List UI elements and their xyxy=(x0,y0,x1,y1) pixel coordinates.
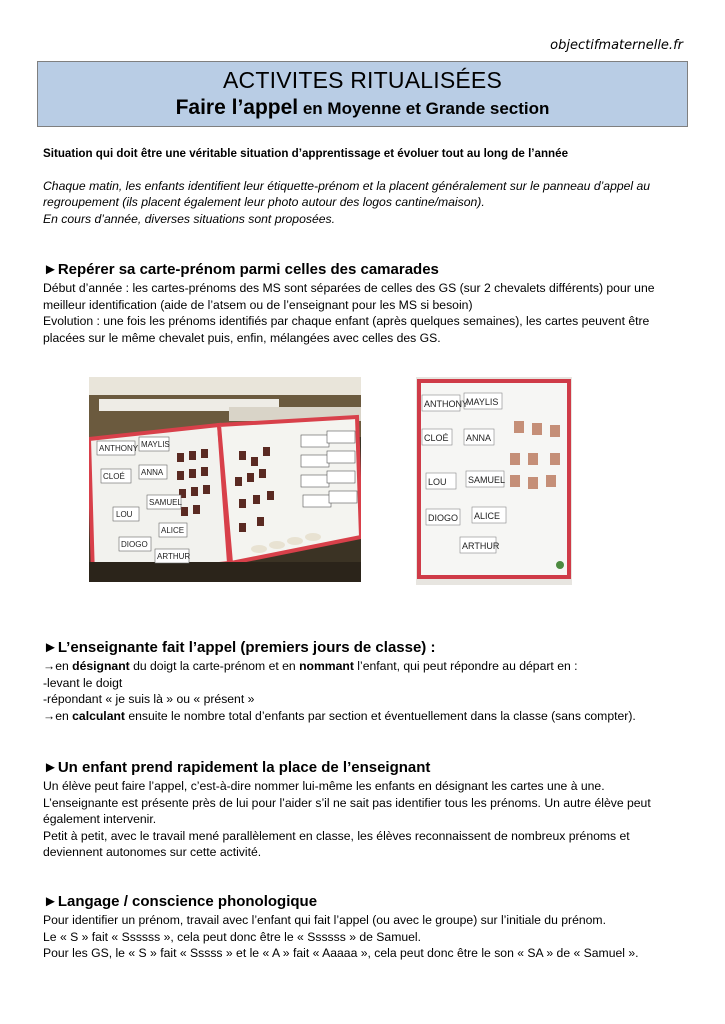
right-card: SAMUEL xyxy=(468,475,506,485)
left-card: MAYLIS xyxy=(141,440,170,449)
right-card: LOU xyxy=(428,477,447,487)
right-card: CLOÉ xyxy=(424,433,449,443)
left-card: LOU xyxy=(116,510,133,519)
left-card: ALICE xyxy=(161,526,185,535)
left-card: SAMUEL xyxy=(149,498,182,507)
section-1 xyxy=(43,261,688,346)
right-card: MAYLIS xyxy=(466,397,499,407)
intro-italic-3: En cours d’année, diverses situations sont proposées. xyxy=(43,211,335,226)
emphasis: nommant xyxy=(299,659,354,673)
right-card: ALICE xyxy=(474,511,501,521)
section-4 xyxy=(43,893,688,962)
section-2-line: -répondant « je suis là » ou « présent » xyxy=(43,692,255,706)
section-2-line xyxy=(43,708,688,725)
page-subtitle xyxy=(38,96,687,120)
section-2-heading: ►L’enseignante fait l’appel (premiers jours de classe) : xyxy=(43,639,436,656)
emphasis: calculant xyxy=(72,708,125,723)
classroom-board-photo xyxy=(89,377,361,582)
section-2-line xyxy=(43,658,688,675)
arrow-text: →en xyxy=(43,708,73,723)
text: l’enfant, qui peut répondre au départ en : xyxy=(353,659,578,673)
text: ensuite le nombre total d’enfants par section et éventuellement dans la classe (sans compter). xyxy=(124,708,636,723)
page-title: ACTIVITES RITUALISÉES xyxy=(223,67,502,93)
text: du doigt la carte-prénom et en xyxy=(129,659,300,673)
section-3-line: Petit à petit, avec le travail mené parallèlement en classe, les élèves reconnaissent de nombreux prénoms et xyxy=(43,828,630,843)
name-board-photo xyxy=(416,377,572,585)
section-3-line: Un élève peut faire l’appel, c’est-à-dire nommer lui-même les enfants en désignant les cartes une à une. xyxy=(43,779,605,793)
intro-italic-1: Chaque matin, les enfants identifient leur étiquette-prénom et la placent généralement sur le panneau d’appel au xyxy=(43,178,651,193)
section-1-line: meilleur identification (aide de l’atsem ou de l’enseignant pour les MS si besoin) xyxy=(43,297,473,312)
section-3-heading: ►Un enfant prend rapidement la place de l’enseignant xyxy=(43,759,431,776)
subtitle-main: Faire l’appel xyxy=(175,96,299,119)
section-1-heading: ►Repérer sa carte-prénom parmi celles des camarades xyxy=(43,261,439,278)
right-card: DIOGO xyxy=(428,513,459,523)
section-3-line: deviennent autonomes sur cette activité. xyxy=(43,845,262,859)
section-3 xyxy=(43,759,688,861)
intro-bold: Situation qui doit être une véritable situation d’apprentissage et évoluer tout au long de l’année xyxy=(43,147,569,160)
section-3-line: L’enseignante est présente près de lui pour l’aider s’il ne sait pas identifier tous les prénoms. Un autre élève peut xyxy=(43,795,651,810)
section-4-heading: ►Langage / conscience phonologique xyxy=(43,893,318,910)
subtitle-rest: en Moyenne et Grande section xyxy=(298,99,550,118)
section-4-line: Le « S » fait « Ssssss », cela peut donc être le « Ssssss » de Samuel. xyxy=(43,929,422,944)
left-card: ARTHUR xyxy=(157,552,191,561)
title-banner xyxy=(37,61,688,127)
section-2 xyxy=(43,639,688,724)
intro-italic-2: regroupement (ils placent également leur photo autour des logos cantine/maison). xyxy=(43,195,485,209)
arrow-text: →en xyxy=(43,659,73,673)
left-card: ANTHONY xyxy=(99,444,139,453)
section-2-line: -levant le doigt xyxy=(43,675,123,690)
section-4-line: Pour les GS, le « S » fait « Sssss » et le « A » fait « Aaaaa », cela peut donc être le son « SA » de « Samuel ». xyxy=(43,946,639,960)
right-card: ANTHONY xyxy=(424,399,469,409)
section-4-line: Pour identifier un prénom, travail avec l’enfant qui fait l’appel (ou avec le groupe) sur l’initiale du prénom. xyxy=(43,913,606,927)
emphasis: désignant xyxy=(72,659,130,673)
right-card: ANNA xyxy=(466,433,492,443)
right-card: ARTHUR xyxy=(462,541,500,551)
section-1-line: Evolution : une fois les prénoms identifiés par chaque enfant (après quelques semaines), les cartes peuvent être xyxy=(43,314,650,328)
intro xyxy=(43,146,688,227)
section-1-line: Début d’année : les cartes-prénoms des MS sont séparées de celles des GS (sur 2 chevalets différents) pour une xyxy=(43,281,655,295)
site-url: objectifmaternelle.fr xyxy=(550,38,683,53)
left-card: DIOGO xyxy=(121,540,148,549)
left-card: ANNA xyxy=(141,468,164,477)
section-1-line: placées sur le même chevalet puis, enfin, mélangées avec celles des GS. xyxy=(43,330,441,345)
left-card: CLOÉ xyxy=(103,472,125,481)
section-3-line: également intervenir. xyxy=(43,812,157,826)
